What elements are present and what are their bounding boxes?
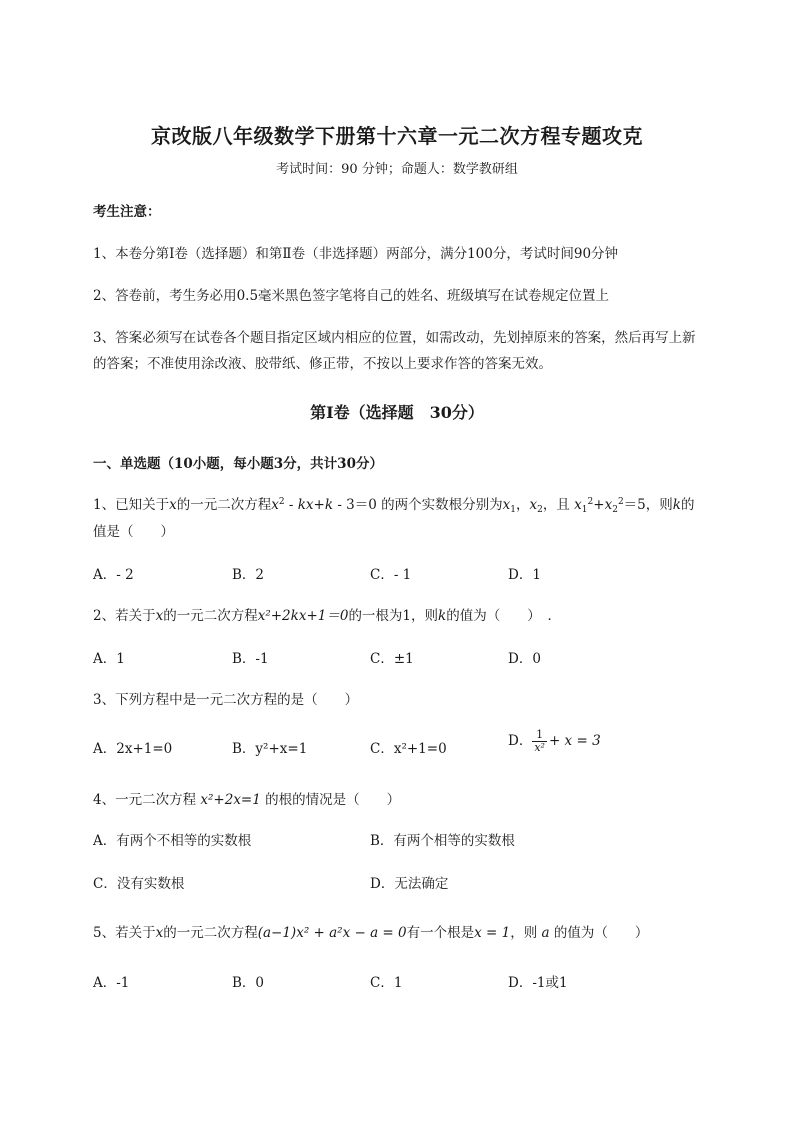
q4-option-c[interactable]: C．没有实数根	[93, 876, 185, 892]
q2-option-b[interactable]: B．-1	[232, 651, 269, 667]
note-item-3: 3、答案必须写在试卷各个题目指定区域内相应的位置，如需改动，先划掉原来的答案，然后再写上新	[93, 330, 696, 346]
q1-option-d[interactable]: D．1	[508, 567, 541, 583]
note-item-2: 2、答卷前，考生务必用0.5毫米黑色签字笔将自己的姓名、班级填写在试卷规定位置上	[93, 288, 610, 304]
q4-option-a[interactable]: A．有两个不相等的实数根	[93, 833, 252, 849]
q3-option-b[interactable]: B．y²+x=1	[232, 741, 308, 757]
note-item-3-cont: 的答案；不准使用涂改液、胶带纸、修正带，不按以上要求作答的答案无效。	[93, 356, 552, 372]
q1-option-c[interactable]: C．- 1	[370, 567, 412, 583]
q1-option-b[interactable]: B．2	[232, 567, 265, 583]
q5-option-d[interactable]: D．-1或1	[508, 975, 568, 991]
q4-option-d[interactable]: D．无法确定	[370, 876, 449, 892]
question-4: 4、一元二次方程 x²+2x=1 的根的情况是（ ）	[93, 792, 401, 808]
notes-heading: 考生注意：	[93, 204, 161, 220]
question-2: 2、若关于x的一元二次方程x²+2kx+1＝0的一根为1，则k的值为（ ） ．	[93, 608, 561, 624]
q5-option-c[interactable]: C．1	[370, 975, 403, 991]
q2-option-c[interactable]: C．±1	[370, 651, 414, 667]
q5-option-b[interactable]: B．0	[232, 975, 265, 991]
q3-option-c[interactable]: C．x²+1=0	[370, 741, 447, 757]
question-1: 1、已知关于x的一元二次方程$x^2 - kx+k - 3=0$ 的两个实数根分别为$x_1$，$x_2$，且 $x_1^2+x_2^2=5$，则k的	[93, 497, 695, 515]
q3-option-a[interactable]: A．2x+1=0	[93, 741, 173, 757]
q1-option-a[interactable]: A．- 2	[93, 567, 134, 583]
question-1-cont: 值是（ ）	[93, 524, 174, 540]
q2-option-d[interactable]: D．0	[508, 651, 541, 667]
q2-option-a[interactable]: A．1	[93, 651, 125, 667]
section-title: 第Ⅰ卷（选择题 30分）	[310, 403, 484, 422]
question-3: 3、下列方程中是一元二次方程的是（ ）	[93, 692, 359, 708]
page-title: 京改版八年级数学下册第十六章一元二次方程专题攻克	[151, 124, 643, 148]
q3-option-d[interactable]: D． $\frac{1}{\text{x²}}$ + x = 3	[508, 728, 601, 754]
part-heading: 一、单选题（10小题，每小题3分，共计30分）	[93, 456, 383, 472]
note-item-1: 1、本卷分第Ⅰ卷（选择题）和第Ⅱ卷（非选择题）两部分，满分100分，考试时间90分钟	[93, 246, 619, 262]
q4-option-b[interactable]: B．有两个相等的实数根	[370, 833, 515, 849]
fraction: $\frac{1}{\text{x²}}$	[534, 728, 545, 754]
question-5: 5、若关于x的一元二次方程(a−1)x² + a²x − a = 0有一个根是x = 1，则 a 的值为（ ）	[93, 925, 649, 941]
q5-option-a[interactable]: A．-1	[93, 975, 130, 991]
exam-info: 考试时间：90 分钟；命题人：数学教研组	[276, 162, 518, 177]
